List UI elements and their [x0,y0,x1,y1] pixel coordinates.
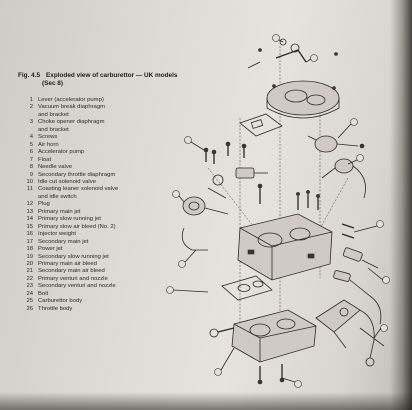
part-number: 22 [26,275,33,282]
part-number: 4 [29,134,33,141]
vacuum-break-diaphragm [308,136,364,152]
part-name: Needle valve [38,164,73,171]
part-name: and bracket [38,111,69,118]
figure-section: (Sec 8) [42,80,63,87]
part-number: 9 [29,171,33,178]
air-horn [267,81,339,118]
part-name: Float [38,156,52,163]
throttle-body-gasket [222,276,272,300]
part-number: 24 [26,290,33,297]
part-name: Vacuum break diaphragm [38,104,106,111]
carburettor-exploded-diagram [148,28,398,400]
part-number: 21 [26,268,33,275]
top-linkage [248,39,338,68]
part-number: 20 [26,260,33,267]
part-number: 2 [29,104,33,111]
part-name: Air horn [38,141,59,148]
part-number: 16 [26,231,33,238]
part-name: Secondary slow running jet [38,253,109,260]
part-name: Primary slow air bleed (No. 2) [38,223,116,230]
part-number: 14 [26,216,33,223]
part-number: 13 [26,208,33,215]
part-name: Accelerator pump [38,149,85,156]
part-number: 11 [26,186,33,193]
mounting-bolts [258,364,284,384]
part-name: Coasting leaner solenoid valve [38,186,119,193]
part-number [22,194,33,201]
part-number: 23 [26,283,33,290]
float-and-pump [208,168,268,204]
part-name: Secondary main air bleed [38,268,105,275]
part-name: Primary main air bleed [38,260,97,267]
part-number: 5 [29,141,33,148]
secondary-throttle-diaphragm [182,197,228,250]
part-name: and idle switch [38,193,77,200]
part-number: 3 [29,119,33,126]
throttle-body [210,310,316,362]
part-number: 25 [26,298,33,305]
part-name: Injector weight [38,231,76,238]
part-name: Idle cut solenoid valve [38,178,96,185]
part-name: Throttle body [38,305,73,312]
part-name: Plug [38,201,50,208]
part-number: 26 [26,305,33,312]
carburettor-body [238,214,332,280]
choke-opener-diaphragm [322,159,366,198]
figure-label: Fig. 4.5 [18,72,41,79]
screws [204,142,246,164]
part-number: 12 [26,201,33,208]
part-number: 19 [26,253,33,260]
part-number [22,112,33,119]
part-name: Screws [38,134,58,141]
page-bottom-shadow [0,392,412,410]
part-name: Primary slow running jet [38,216,101,223]
part-number: 15 [26,223,33,230]
part-name: Secondary throttle diaphragm [38,171,116,178]
part-number: 18 [26,246,33,253]
part-name: Primary main jet [38,208,81,215]
part-name: Lever (accelerator pump) [38,97,104,103]
book-binding-shadow [390,0,412,410]
figure-title: Exploded view of carburettor — UK models [46,72,178,79]
part-number: 8 [29,164,33,171]
throttle-linkage [316,300,360,348]
part-name: Choke opener diaphragm [38,119,105,126]
part-name: Secondary venturi and nozzle [38,283,116,290]
part-name: Primary venturi and nozzle [38,275,108,282]
part-number: 6 [29,149,33,156]
part-number: 7 [29,156,33,163]
part-name: Secondary main jet [38,238,89,245]
part-number: 10 [26,178,33,185]
part-name: Bolt [38,290,49,297]
part-name: Power jet [38,246,63,253]
part-number: 1 [29,97,33,103]
part-number: 17 [26,238,33,245]
part-name: Carburettor body [38,298,83,305]
part-number [22,127,33,134]
idle-switch-wiring [354,308,384,366]
air-horn-gasket [240,114,282,136]
part-name: and bracket [38,126,69,133]
